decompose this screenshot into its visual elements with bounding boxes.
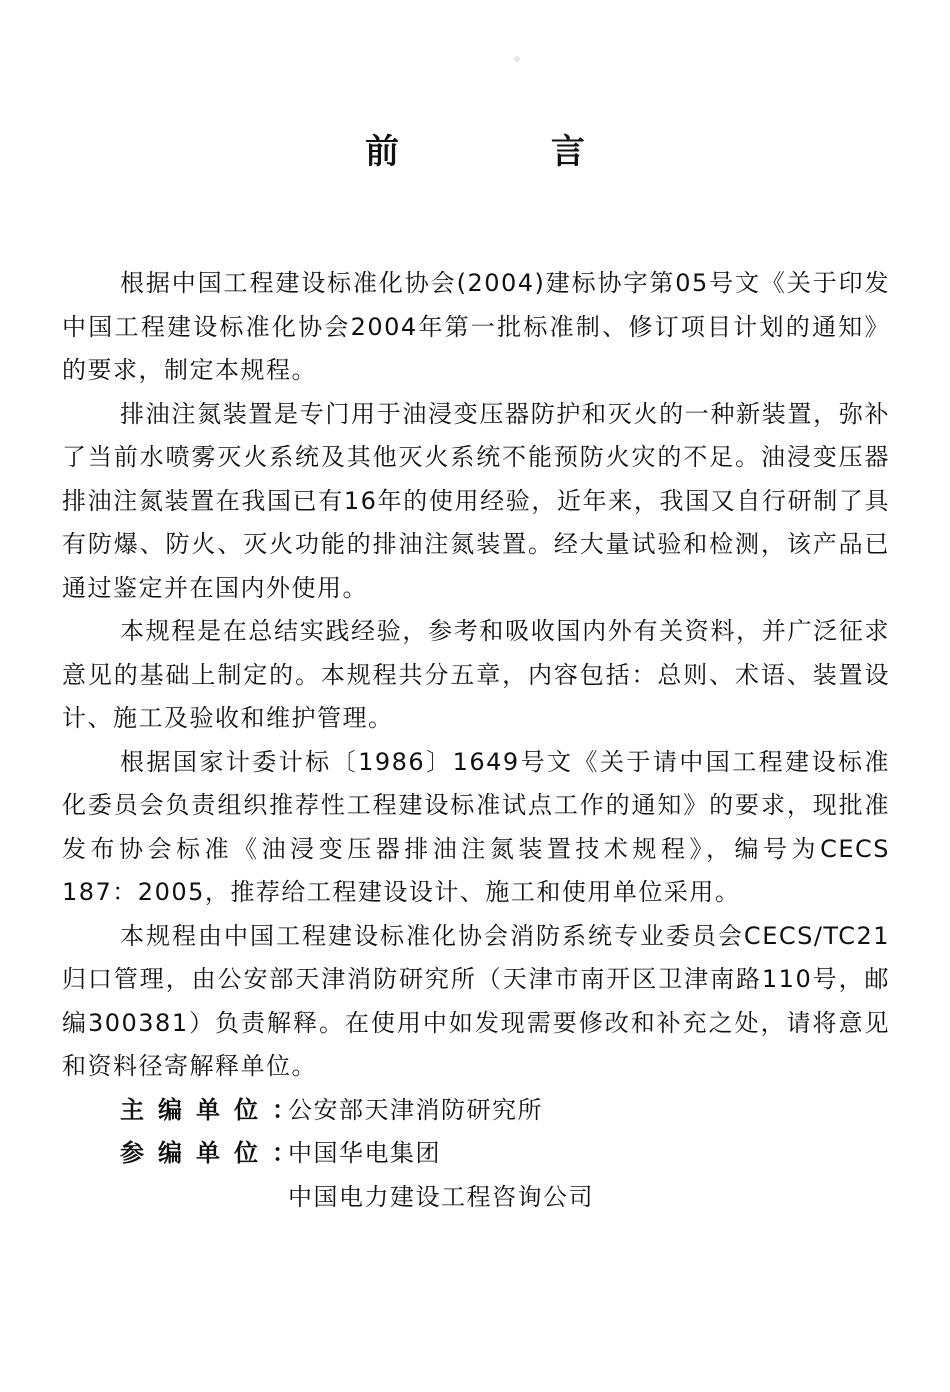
participant-row	[62, 1132, 890, 1176]
participant-value-2: 中国电力建设工程咨询公司	[288, 1182, 594, 1211]
participant-row-continued	[62, 1176, 890, 1220]
editor-value: 公安部天津消防研究所	[288, 1095, 543, 1124]
paragraph-4: 根据国家计委计标〔1986〕1649号文《关于请中国工程建设标准化委员会负责组织推荐性工程建设标准试点工作的通知》的要求，现批准发布协会标准《油浸变压器排油注氮装置技术规程》，编号为CECS 187：2005，推荐给工程建设设计、施工和使用单位采用。	[62, 747, 890, 906]
participant-label: 参编单位：	[120, 1139, 310, 1167]
paragraph-1: 根据中国工程建设标准化协会(2004)建标协字第05号文《关于印发中国工程建设标准化协会2004年第一批标准制、修订项目计划的通知》的要求，制定本规程。	[62, 269, 890, 384]
editor-row	[62, 1089, 890, 1133]
preface-body	[62, 262, 890, 1219]
page-title: 前 言	[365, 132, 655, 172]
credits-block	[62, 1089, 890, 1220]
participant-value-1: 中国华电集团	[288, 1139, 441, 1167]
scan-speck	[514, 56, 520, 62]
paragraph-2: 排油注氮装置是专门用于油浸变压器防护和灭火的一种新装置，弥补了当前水喷雾灭火系统及其他灭火系统不能预防火灾的不足。油浸变压器排油注氮装置在我国已有16年的使用经验，近年来，我国又自行研制了具有防爆、防火、灭火功能的排油注氮装置。经大量试验和检测，该产品已通过鉴定并在国内外使用。	[62, 399, 890, 602]
paragraph-3: 本规程是在总结实践经验，参考和吸收国内外有关资料，并广泛征求意见的基础上制定的。本规程共分五章，内容包括：总则、术语、装置设计、施工及验收和维护管理。	[62, 617, 890, 732]
editor-label: 主编单位：	[120, 1095, 310, 1124]
paragraph-5: 本规程由中国工程建设标准化协会消防系统专业委员会CECS/TC21归口管理，由公安部天津消防研究所（天津市南开区卫津南路110号，邮编300381）负责解释。在使用中如发现需要修改和补充之处，请将意见和资料径寄解释单位。	[62, 921, 890, 1080]
